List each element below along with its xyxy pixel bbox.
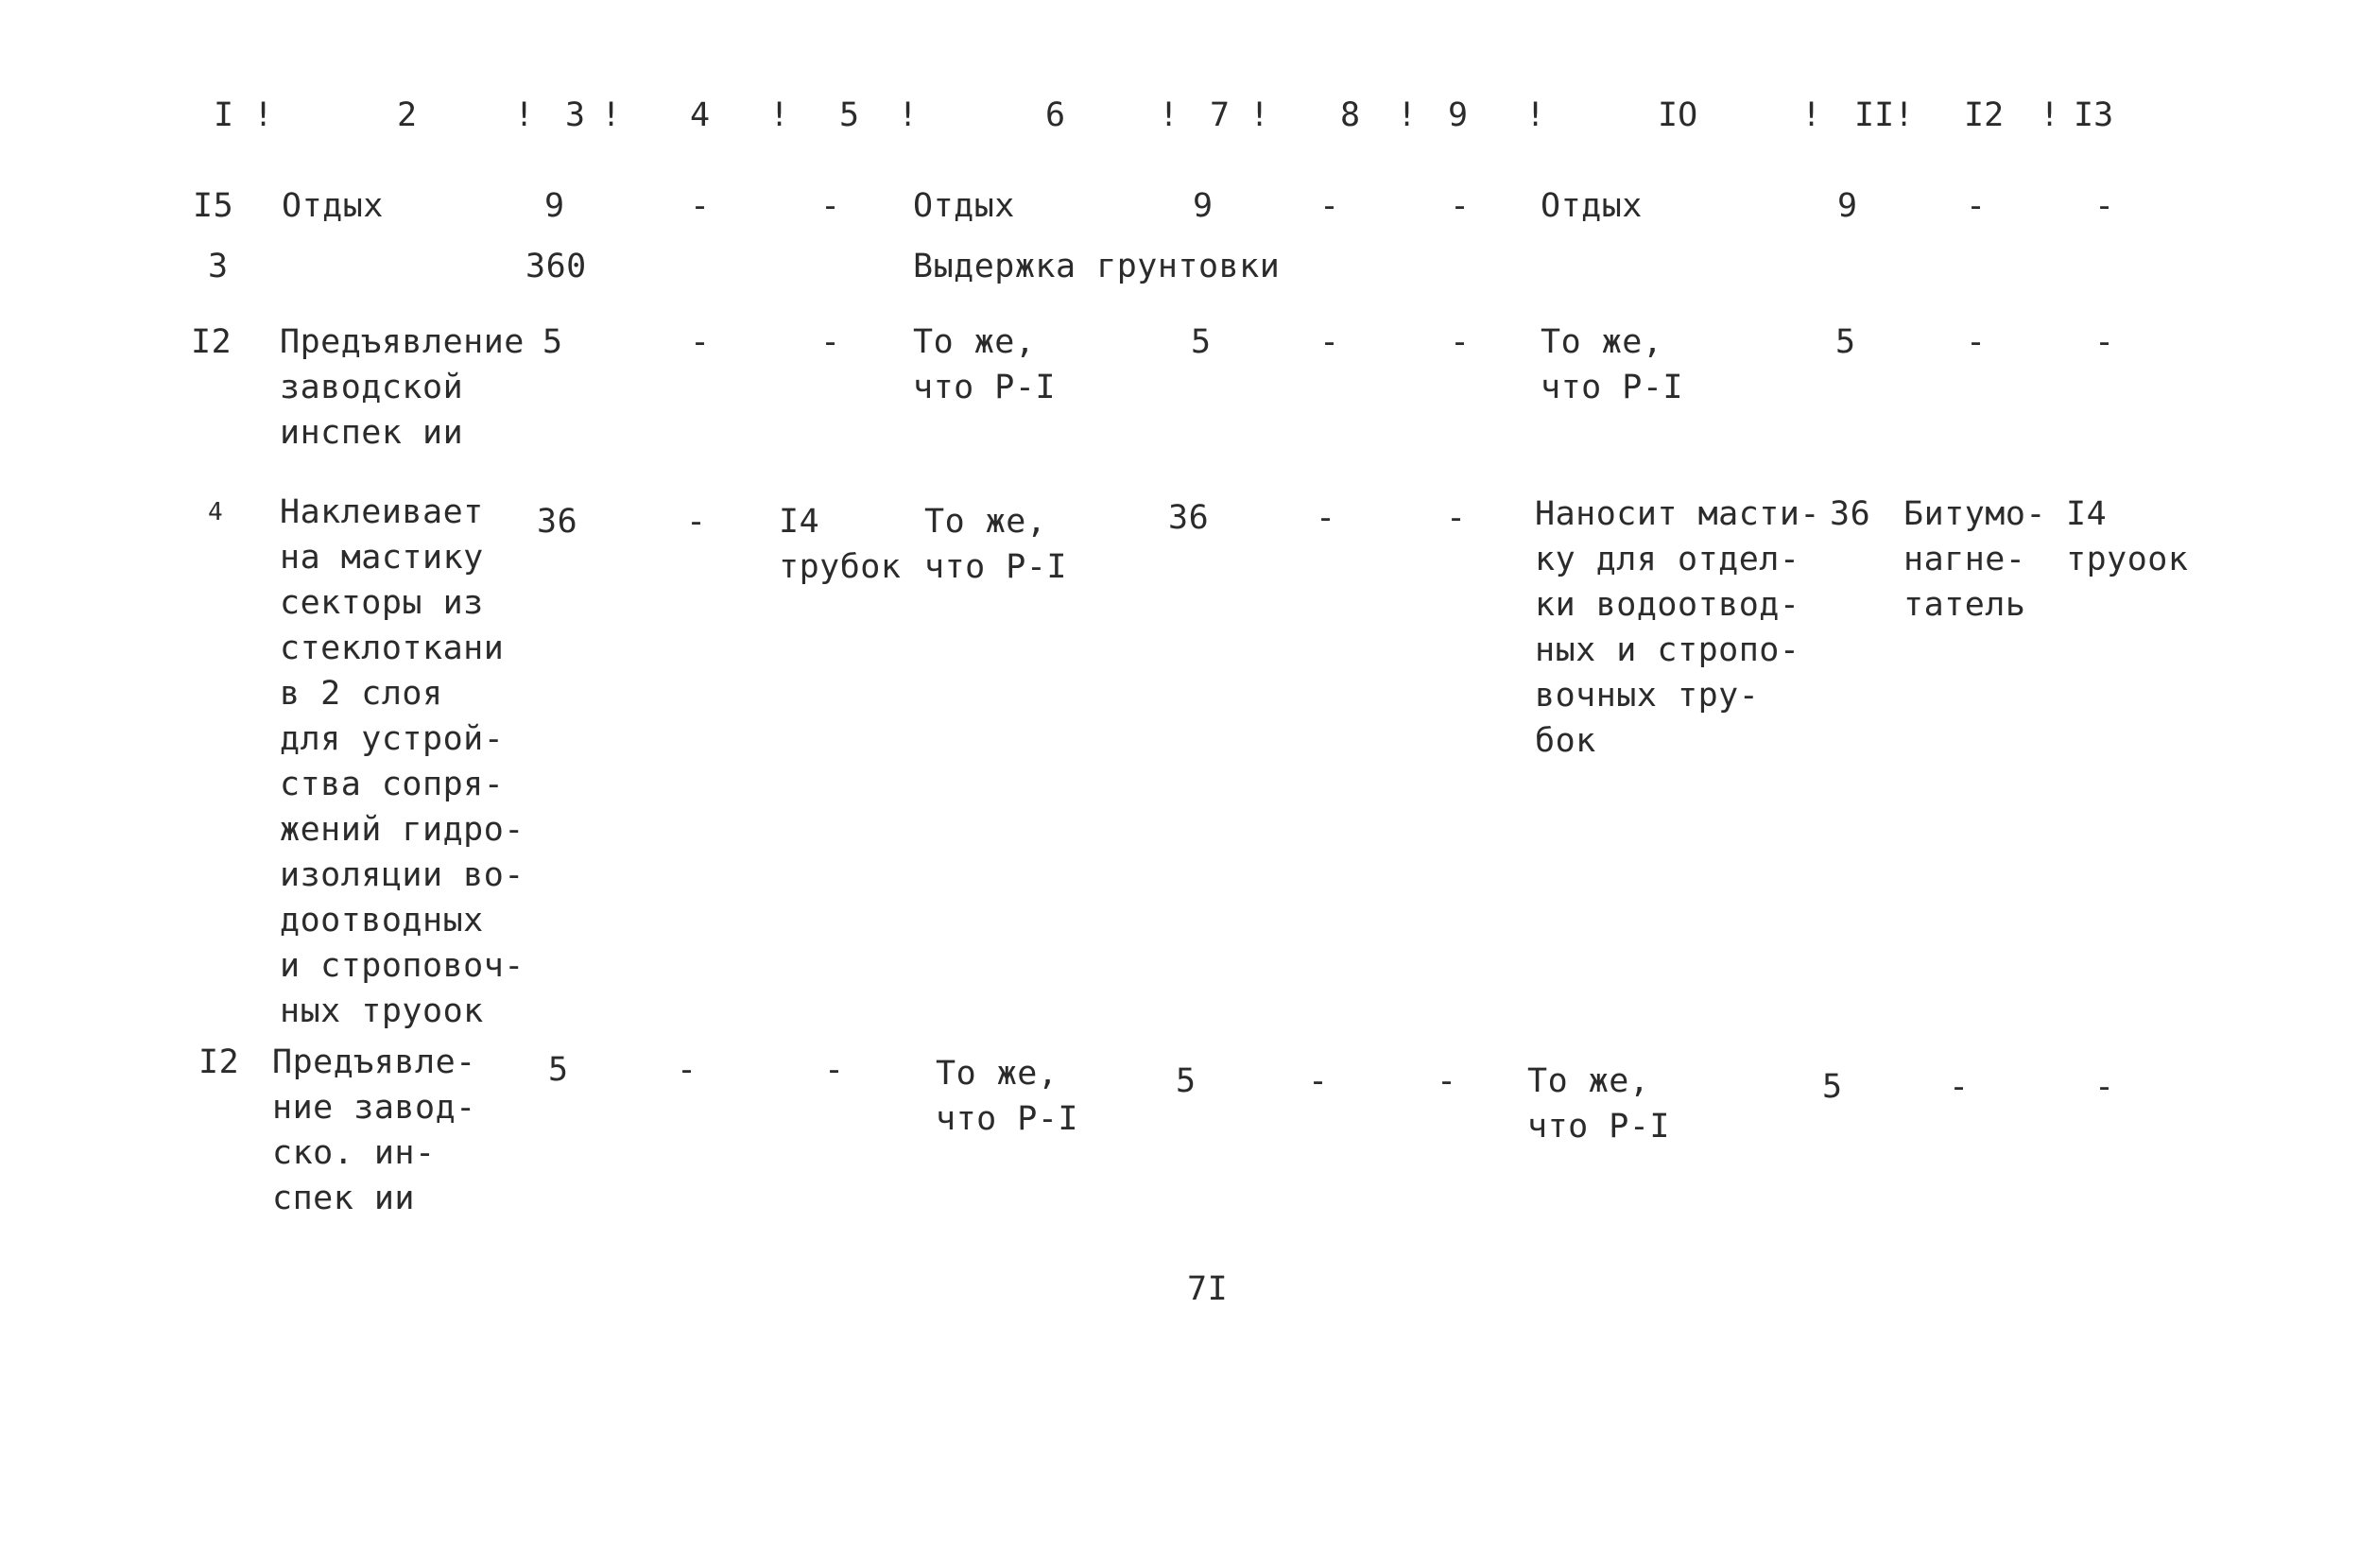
cell-col-2: Предъявление заводской инспек ии bbox=[280, 323, 525, 452]
cell-col-4: - bbox=[690, 323, 711, 361]
cell-col-8: - bbox=[1308, 1062, 1329, 1100]
cell-col-5: - bbox=[824, 1051, 845, 1089]
header-separator: ! bbox=[1159, 96, 1180, 134]
cell-col-5: - bbox=[820, 323, 841, 361]
cell-col-10: То же, что Р-I bbox=[1541, 323, 1684, 406]
cell-col-7: 36 bbox=[1168, 499, 1210, 537]
cell-col-3: 5 bbox=[548, 1051, 569, 1089]
cell-col-6: То же, что Р-I bbox=[936, 1055, 1079, 1138]
cell-col-12: - bbox=[1966, 187, 1987, 225]
header-separator: ! bbox=[769, 96, 790, 134]
header-separator: ! bbox=[1397, 96, 1418, 134]
cell-col-6: То же, что Р-I bbox=[924, 503, 1068, 586]
cell-col-9: - bbox=[1450, 187, 1471, 225]
cell-col-3: 360 bbox=[525, 248, 587, 285]
cell-col-1: I2 bbox=[198, 1043, 240, 1081]
cell-col-10: Отдых bbox=[1541, 187, 1643, 225]
cell-col-3: 36 bbox=[537, 503, 578, 541]
header-col-2: 2 bbox=[397, 96, 418, 134]
header-col-11: II bbox=[1854, 96, 1895, 134]
cell-col-1: 4 bbox=[208, 498, 224, 526]
cell-col-2: Предъявле- ние завод- ско. ин- спек ии bbox=[272, 1043, 476, 1217]
cell-col-6: Выдержка грунтовки bbox=[913, 248, 1281, 285]
header-separator: ! bbox=[1801, 96, 1822, 134]
header-separator: ! bbox=[253, 96, 274, 134]
cell-col-5: I4 трубок bbox=[779, 503, 902, 586]
cell-col-4: - bbox=[690, 187, 711, 225]
header-separator: ! bbox=[1249, 96, 1270, 134]
cell-col-10: Наносит масти- ку для отдел- ки водоотвод- ных и стропо- вочных тру- бок bbox=[1535, 495, 1821, 760]
cell-col-1: I2 bbox=[191, 323, 232, 361]
cell-col-1: I5 bbox=[193, 187, 234, 225]
cell-col-13: - bbox=[2094, 187, 2115, 225]
cell-col-8: - bbox=[1316, 499, 1336, 537]
cell-col-3: 5 bbox=[542, 323, 563, 361]
cell-col-13: I4 труоок bbox=[2066, 495, 2189, 578]
cell-col-11: 5 bbox=[1835, 323, 1856, 361]
header-separator: ! bbox=[601, 96, 622, 134]
cell-col-9: - bbox=[1446, 499, 1467, 537]
header-col-3: 3 bbox=[565, 96, 586, 134]
cell-col-11: 5 bbox=[1822, 1068, 1843, 1106]
cell-col-3: 9 bbox=[544, 187, 565, 225]
cell-col-9: - bbox=[1437, 1062, 1457, 1100]
header-separator: ! bbox=[898, 96, 919, 134]
cell-col-4: - bbox=[677, 1051, 697, 1089]
header-col-8: 8 bbox=[1340, 96, 1361, 134]
header-col-9: 9 bbox=[1448, 96, 1469, 134]
header-col-10: IO bbox=[1658, 96, 1698, 134]
cell-col-6: То же, что Р-I bbox=[913, 323, 1057, 406]
cell-col-12: - bbox=[1949, 1068, 1970, 1106]
cell-col-2: Наклеивает на мастику секторы из стеклоткани в 2 слоя для устрой- ства сопря- жений гидро- изоляции во- доотводных и строповоч- ных труоок bbox=[280, 493, 525, 1030]
header-separator: ! bbox=[514, 96, 535, 134]
cell-col-13: - bbox=[2094, 1068, 2115, 1106]
header-separator: ! bbox=[1894, 96, 1915, 134]
cell-col-13: - bbox=[2094, 323, 2115, 361]
cell-col-7: 5 bbox=[1176, 1062, 1197, 1100]
cell-col-12: - bbox=[1966, 323, 1987, 361]
header-separator: ! bbox=[2040, 96, 2060, 134]
cell-col-12: Битумо- нагне- татель bbox=[1903, 495, 2047, 624]
cell-col-11: 36 bbox=[1830, 495, 1871, 533]
header-col-5: 5 bbox=[839, 96, 860, 134]
header-col-6: 6 bbox=[1045, 96, 1066, 134]
header-col-1: I bbox=[214, 96, 234, 134]
cell-col-9: - bbox=[1450, 323, 1471, 361]
header-col-7: 7 bbox=[1210, 96, 1231, 134]
header-col-4: 4 bbox=[690, 96, 711, 134]
cell-col-5: - bbox=[820, 187, 841, 225]
cell-col-7: 5 bbox=[1191, 323, 1212, 361]
cell-col-11: 9 bbox=[1837, 187, 1858, 225]
header-separator: ! bbox=[1525, 96, 1546, 134]
header-col-12: I2 bbox=[1964, 96, 2005, 134]
cell-col-10: То же, что Р-I bbox=[1527, 1062, 1671, 1146]
cell-col-2: Отдых bbox=[282, 187, 384, 225]
header-col-13: I3 bbox=[2074, 96, 2114, 134]
cell-col-1: 3 bbox=[208, 248, 229, 285]
cell-col-4: - bbox=[686, 503, 707, 541]
cell-col-6: Отдых bbox=[913, 187, 1015, 225]
cell-col-7: 9 bbox=[1193, 187, 1214, 225]
page-number: 7I bbox=[1187, 1270, 1229, 1308]
cell-col-8: - bbox=[1319, 323, 1340, 361]
cell-col-8: - bbox=[1319, 187, 1340, 225]
